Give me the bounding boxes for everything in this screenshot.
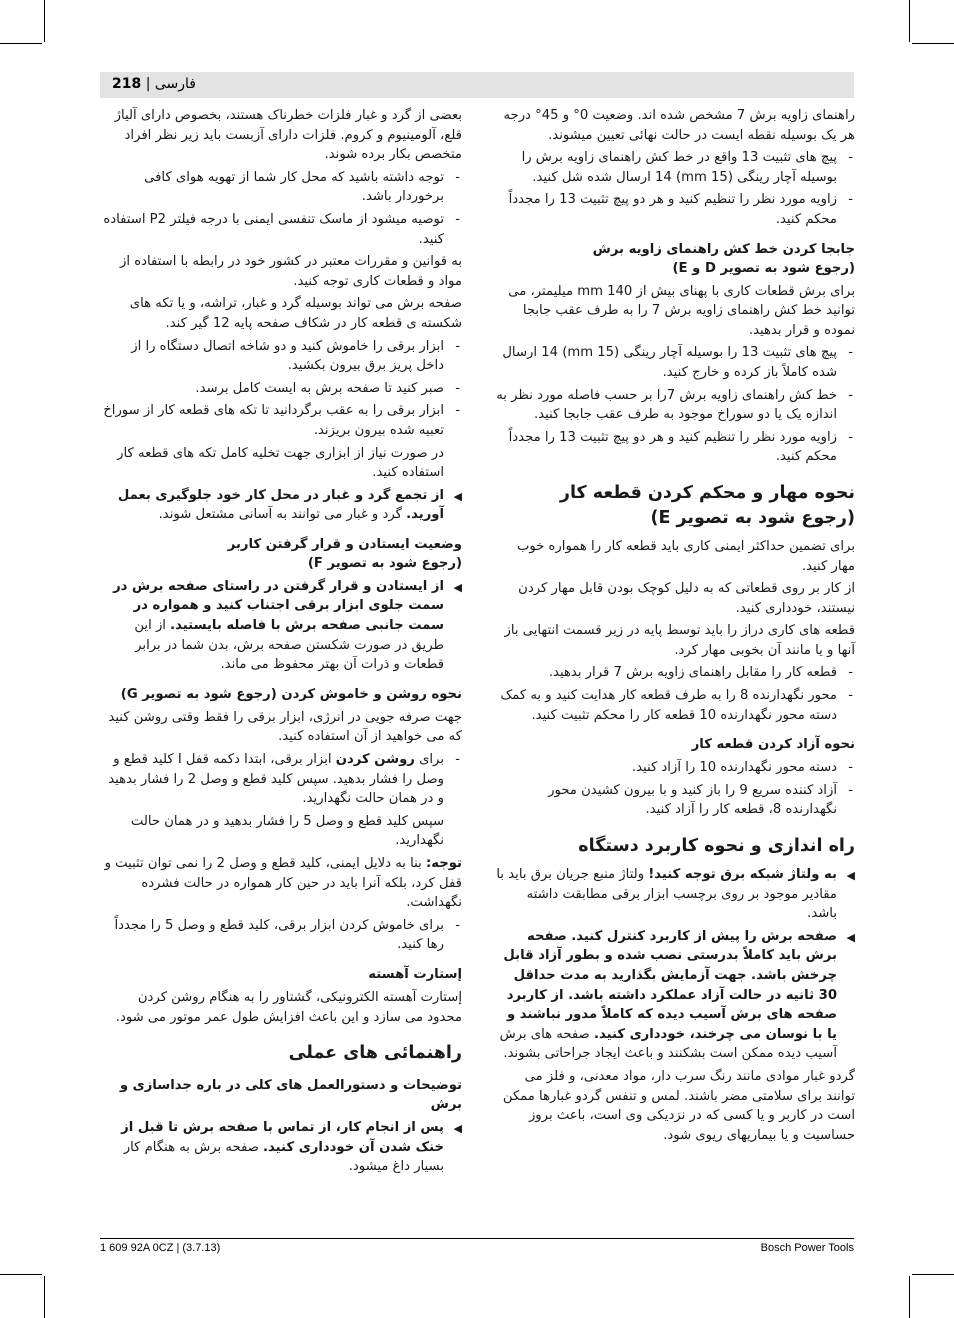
warning-bold: صفحه برش را پیش از کاربرد کنترل کنید. صفحه برش باید کاملاً بدرستی نصب شده و بطور آزاد قابل چرخش باشد. جهت آزمایش بگذارید به مدت حداقل 30 ثانیه در حالت آزاد عملکرد داشته باشد. از کاربرد صفحه های برش آسیب دیده که کاملاً مدور نباشند و یا با نوسان می چرخند، خودداری کنید. <box>503 928 837 1042</box>
section-heading-operation: راه اندازی و نحوه کاربرد دستگاه <box>578 836 855 857</box>
warning-text: از این طریق در صورت شکستن صفحه برش، بدن شما در برابر قطعات و ذرات آن بهتر محفوظ می ماند. <box>134 618 444 673</box>
header-separator: | <box>145 76 155 92</box>
list-item: - آزاد کننده سریع 9 را باز کنید و با بیرون کشیدن محور نگهدارنده 8، قطعه کار را آزاد کنید. <box>493 781 855 820</box>
list-item: - برای خاموش کردن ابزار برقی، کلید قطع و وصل 5 را مجدداً رها کنید. <box>100 916 462 955</box>
warning-item <box>493 927 855 1064</box>
section-heading-clamp <box>493 481 855 531</box>
list-item: - خط کش راهنمای زاویه برش 7را بر حسب فاصله مورد نظر به اندازه یک یا دو سوراخ موجود به طرف عقب جابجا کنید. <box>493 386 855 425</box>
heading-text: جابجا کردن خط کش راهنمای زاویه برش <box>592 241 855 257</box>
switch-intro: جهت صرفه جویی در انرژی، ابزار برقی را فقط وقتی روشن کنید که می خواهید از آن استفاده کنید. <box>108 709 462 745</box>
crop-mark <box>44 1276 45 1318</box>
crop-mark <box>912 43 954 44</box>
warning-bold: پس از انجام کار، از تماس با صفحه برش تا قبل از خنک شدن آن خودداری کنید. <box>121 1120 444 1155</box>
warning-bold: به ولتاژ شبکه برق توجه کنید! <box>648 867 837 883</box>
warning-text: گرد و غبار می توانند به آسانی مشتعل شوند. <box>158 507 407 523</box>
clamp-paragraph: از کار بر روی قطعاتی که به دلیل کوچک بودن قابل مهار کردن نیستند، خودداری کنید. <box>518 581 855 616</box>
footer-divider <box>100 1238 854 1239</box>
dust-paragraph: گردو غبار موادی مانند رنگ سرب دار، مواد معدنی، و فلز می توانند برای سلامتی مضر باشند. لمس و تنفس گردو غبارها ممکن است در کاربر و یا کسی که در نزدیکی وی است، باعث بروز حساسیت و یا بیماریهای ریوی شود. <box>502 1068 855 1143</box>
dust-continued: بعضی از گرد و غبار فلزات خطرناک هستند، بخصوص دارای آلیاژ قلع، آلومینیوم و کروم. فلزات دارای آزبست باید زیر نظر افراد متخصص بکار برده شوند. <box>114 108 462 163</box>
section-heading-release: نحوه آزاد کردن قطعه کار <box>691 737 855 753</box>
footer-doc-code: 1 609 92A 0CZ | (3.7.13) <box>100 1242 221 1254</box>
warning-item <box>100 577 462 675</box>
right-column <box>493 106 855 1148</box>
list-item-continued: در صورت نیاز از ابزاری جهت تخلیه کامل تکه های قطعه کار استفاده کنید. <box>117 445 444 481</box>
crop-mark <box>0 1274 42 1275</box>
list-item: - زاویه مورد نظر را تنظیم کنید و هر دو پیچ تثبیت 13 را مجدداً محکم کنید. <box>493 190 855 229</box>
list-item: - توجه داشته باشید که محل کار شما از تهویه هوای کافی برخوردار باشد. <box>100 168 462 207</box>
list-item-continued: سپس کلید قطع و وصل 5 را فشار بدهید و در همان حالت نگهدارید. <box>130 813 444 849</box>
text-run: ابزار برقی، ابتدا دکمه قفل I کلید قطع و وصل را فشار بدهید. سپس کلید قطع و وصل 2 را فشار بدهید و در همان حالت نگهدارید. <box>108 752 444 807</box>
list-item <box>100 750 462 809</box>
heading-text: وضعیت ایستادن و قرار گرفتن کاربر <box>227 536 462 552</box>
left-column <box>100 106 462 1180</box>
angle-intro: راهنمای زاویه برش 7 مشخص شده اند. وضعیت 0° و 45° درجه هر یک بوسیله نقطه ایست در حالت نهائی تعیین میشوند. <box>503 108 855 143</box>
list-item: - زاویه مورد نظر را تنظیم کنید و هر دو پیچ تثبیت 13 را مجدداً محکم کنید. <box>493 428 855 467</box>
warning-text: صفحه برش به هنگام کار بسیار داغ میشود. <box>123 1139 444 1175</box>
warning-text: صفحه های برش آسیب دیده ممکن است بشکنند و باعث ایجاد جراحاتی بشوند. <box>499 1026 837 1062</box>
list-item: - ابزار برقی را خاموش کنید و دو شاخه اتصال دستگاه را از داخل پریز برق بیرون بکشید. <box>100 337 462 376</box>
footer-brand: Bosch Power Tools <box>760 1242 854 1254</box>
list-item: - ابزار برقی را به عقب برگردانید تا تکه های قطعه کار از سوراخ تعبیه شده بیرون بریزند. <box>100 401 462 440</box>
list-item: - صبر کنید تا صفحه برش به ایست کامل برسد. <box>100 379 462 399</box>
crop-mark <box>0 43 42 44</box>
crop-mark <box>912 1274 954 1275</box>
list-item: - محور نگهدارنده 8 را به طرف قطعه کار هدایت کنید و به کمک دسته محور نگهدارنده 10 قطعه کار را محکم تثبیت کنید. <box>493 686 855 725</box>
section-heading-switch: نحوه روشن و خاموش کردن (رجوع شود به تصویر G) <box>120 686 462 702</box>
text-run: برای <box>414 752 444 768</box>
warning-item <box>100 1118 462 1177</box>
crop-mark <box>44 0 45 42</box>
heading-ref: (رجوع شود به تصویر E) <box>650 507 855 528</box>
list-item: - پیچ های تثبیت 13 واقع در خط کش راهنمای زاویه برش را بوسیله آچار رینگی (15 mm) 14 ارسال شده شل کنید. <box>493 148 855 187</box>
page-number: 218 <box>112 76 142 92</box>
note-text: بنا به دلایل ایمنی، کلید قطع و وصل 2 را نمی توان تثبیت و قفل کرد، بلکه آنرا باید در حین کار همواره در حالت فشرده نگهداشت. <box>104 856 462 911</box>
section-heading-posture <box>100 535 462 573</box>
warning-text: ولتاژ منبع جریان برق باید با مقادیر موجود بر روی برچسب ابزار برقی مطابقت داشته باشد. <box>496 867 837 922</box>
section-heading-move-guide <box>493 240 855 278</box>
slot-paragraph: صفحه برش می تواند بوسیله گرد و غبار، تراشه، و یا تکه های شکسته ی قطعه کار در شکاف صفحه پایه 12 گیر کند. <box>129 296 462 331</box>
subsection-heading-tips: توضیحات و دستورالعمل های کلی در باره جداسازی و برش <box>119 1078 462 1113</box>
warning-bold: از ایستادن و قرار گرفتن در راستای صفحه برش در سمت جلوی ابزار برقی اجتناب کنید و همواره در سمت جانبی صفحه برش با فاصله بایستید. <box>113 578 444 634</box>
warning-bold: از تجمع گرد و غبار در محل کار خود جلوگیری بعمل آورید. <box>117 487 444 523</box>
move-guide-text: برای برش قطعات کاری با پهنای بیش از 140 mm میلیمتر، می توانید خط کش راهنمای زاویه برش 7 را به طرف عقب جابجا نموده و قرار بدهید. <box>508 283 855 338</box>
warning-item <box>493 865 855 924</box>
list-item: - توصیه میشود از ماسک تنفسی ایمنی با درجه فیلتر P2 استفاده کنید. <box>100 210 462 249</box>
note-label: توجه: <box>426 856 462 871</box>
section-heading-softstart: إستارت آهسته <box>368 966 462 982</box>
section-heading-tips: راهنمائی های عملی <box>288 1043 462 1064</box>
regulations-paragraph: به قوانین و مقررات معتبر در کشور خود در رابطه با استفاده از مواد و قطعات کاری توجه کنید. <box>119 254 462 289</box>
list-item: - دسته محور نگهدارنده 10 را آزاد کنید. <box>493 758 855 778</box>
heading-ref: (رجوع شود به تصویر D و E) <box>672 260 855 276</box>
clamp-paragraph: قطعه های کاری دراز را باید توسط پایه در زیر قسمت انتهایی باز آنها و یا مانند آن بخوبی مهار کرد. <box>504 623 855 658</box>
warning-item <box>100 486 462 525</box>
text-bold: روشن کردن <box>335 752 415 768</box>
heading-text: نحوه مهار و محکم کردن قطعه کار <box>559 482 855 503</box>
list-item: - قطعه کار را مقابل راهنمای زاویه برش 7 قرار بدهید. <box>493 663 855 683</box>
clamp-paragraph: برای تضمین حداکثر ایمنی کاری باید قطعه کار را همواره خوب مهار کنید. <box>516 538 855 574</box>
crop-mark <box>909 1276 910 1318</box>
list-item: - پیچ های تثبیت 13 را بوسیله آچار رینگی (15 mm) 14 ارسال شده کاملاً باز کرده و خارج کنید. <box>493 343 855 382</box>
heading-ref: (رجوع شود به تصویر F) <box>307 555 462 571</box>
crop-mark <box>909 0 910 42</box>
softstart-paragraph: إستارت آهسته الکترونیکی، گشتاور را به هنگام روشن کردن محدود می سازد و این باعث افزایش طول عمر موتور می شود. <box>115 989 462 1025</box>
note-paragraph <box>100 854 462 913</box>
page-header-bar <box>100 72 854 98</box>
page-language: فارسی <box>154 76 196 92</box>
page-header <box>112 76 196 92</box>
